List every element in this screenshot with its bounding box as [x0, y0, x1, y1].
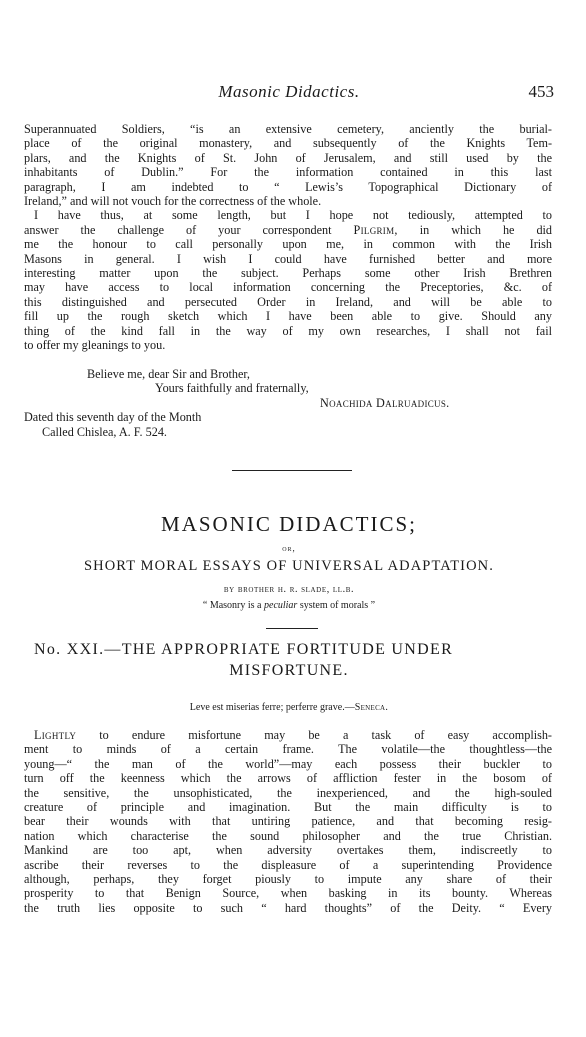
text-line: this distinguished and persecuted Order in Ireland, and will be able to	[24, 294, 552, 309]
dateline: Dated this seventh day of the Month	[24, 410, 202, 425]
section-rule	[232, 470, 352, 471]
motto-text: “ Masonry is a	[202, 600, 264, 611]
or-line: or,	[282, 543, 296, 553]
signature: Noachida Dalruadicus.	[320, 395, 450, 410]
text-line: plars, and the Knights of St. John of Jerusalem, and still used by the	[24, 150, 552, 165]
essay-subtitle: SHORT MORAL ESSAYS OF UNIVERSAL ADAPTATION.	[84, 558, 494, 574]
letter-text	[24, 122, 552, 353]
closing-believe: Believe me, dear Sir and Brother,	[87, 367, 250, 381]
text-fragment: to endure misfortune may be a task of easy accomplish-	[76, 728, 552, 742]
correspondent-name: Pilgrim,	[353, 222, 398, 237]
motto	[24, 600, 554, 611]
text-line: prosperity to that Benign Source, when basking in its bounty. Whereas	[24, 886, 552, 901]
short-rule	[266, 628, 318, 629]
text-line: paragraph, I am indebted to “ Lewis’s Topographical Dictionary of	[24, 179, 552, 194]
text-line: Superannuated Soldiers, “is an extensive cemetery, anciently the burial-	[24, 122, 552, 136]
drop-word: Lightly	[34, 728, 77, 742]
text-line: the truth lies opposite to such “ hard thoughts” of the Deity. “ Every	[24, 900, 552, 915]
text-line: place of the original monastery, and subsequently of the Knights Tem-	[24, 136, 552, 151]
text-fragment: in which he did	[419, 222, 552, 237]
letter-closing	[24, 367, 554, 439]
text-line: to offer my gleanings to you.	[24, 338, 166, 353]
text-line: thing of the kind fall in the way of my own researches, I shall not fail	[24, 323, 552, 338]
text-line: inhabitants of Dublin.” For the information contained in this last	[24, 165, 552, 180]
motto-text: system of morals ”	[297, 600, 376, 611]
motto-emphasis: peculiar	[264, 600, 298, 611]
text-line	[24, 223, 552, 237]
text-line: although, perhaps, they forget piously to impute any share of their	[24, 872, 552, 887]
text-line: Masons in general. I wish I could have furnished better and more	[24, 251, 552, 266]
text-line: creature of principle and imagination. But the main difficulty is to	[24, 800, 552, 815]
text-line: fill up the rough sketch which I have been able to give. Should any	[24, 309, 552, 324]
epigraph-text: Leve est miserias ferre; perferre grave.—	[189, 702, 355, 713]
epigraph	[24, 702, 554, 713]
text-line: young—“ the man of the world”—may each possess their buckler to	[24, 756, 552, 771]
place-line: Called Chislea, A. F. 524.	[42, 424, 167, 439]
closing-yours: Yours faithfully and fraternally,	[155, 381, 309, 396]
text-line: interesting matter upon the subject. Perhaps some other Irish Brethren	[24, 266, 552, 281]
text-line: me the honour to call personally upon me, in common with the Irish	[24, 237, 552, 252]
text-fragment: answer the challenge of your correspondent	[24, 222, 332, 237]
running-title: Masonic Didactics.	[218, 82, 360, 101]
text-line: ascribe their reverses to the displeasure of a superintending Providence	[24, 857, 552, 872]
chapter-title-continued: MISFORTUNE.	[229, 662, 349, 679]
running-header	[24, 82, 554, 108]
essay-title: MASONIC DIDACTICS;	[161, 512, 417, 536]
text-line	[24, 728, 552, 742]
text-line: nation which characterise the sound philosopher and the true Christian.	[24, 828, 552, 843]
text-line: ment to minds of a certain frame. The volatile—the thoughtless—the	[24, 742, 552, 757]
text-line: the sensitive, the unsophisticated, the inexperienced, and the high-souled	[24, 785, 552, 800]
text-line: Ireland,” and will not vouch for the correctness of the whole.	[24, 194, 322, 209]
essay-text	[24, 728, 552, 915]
text-line: bear their wounds with that untiring patience, and that becoming resig-	[24, 814, 552, 829]
text-line: may have access to local information concerning the Preceptories, &c. of	[24, 280, 552, 295]
byline: by brother h. r. slade, ll.b.	[223, 584, 355, 595]
epigraph-author: Seneca.	[354, 702, 389, 713]
chapter-title: No. XXI.—THE APPROPRIATE FORTITUDE UNDER	[34, 641, 454, 658]
page-number: 453	[528, 82, 554, 101]
text-line: Mankind are too apt, when adversity overtakes them, indiscreetly to	[24, 843, 552, 858]
text-line: I have thus, at some length, but I hope not tediously, attempted to	[34, 208, 552, 223]
text-line: turn off the keenness which the arrows of affliction fester in the bosom of	[24, 771, 552, 786]
